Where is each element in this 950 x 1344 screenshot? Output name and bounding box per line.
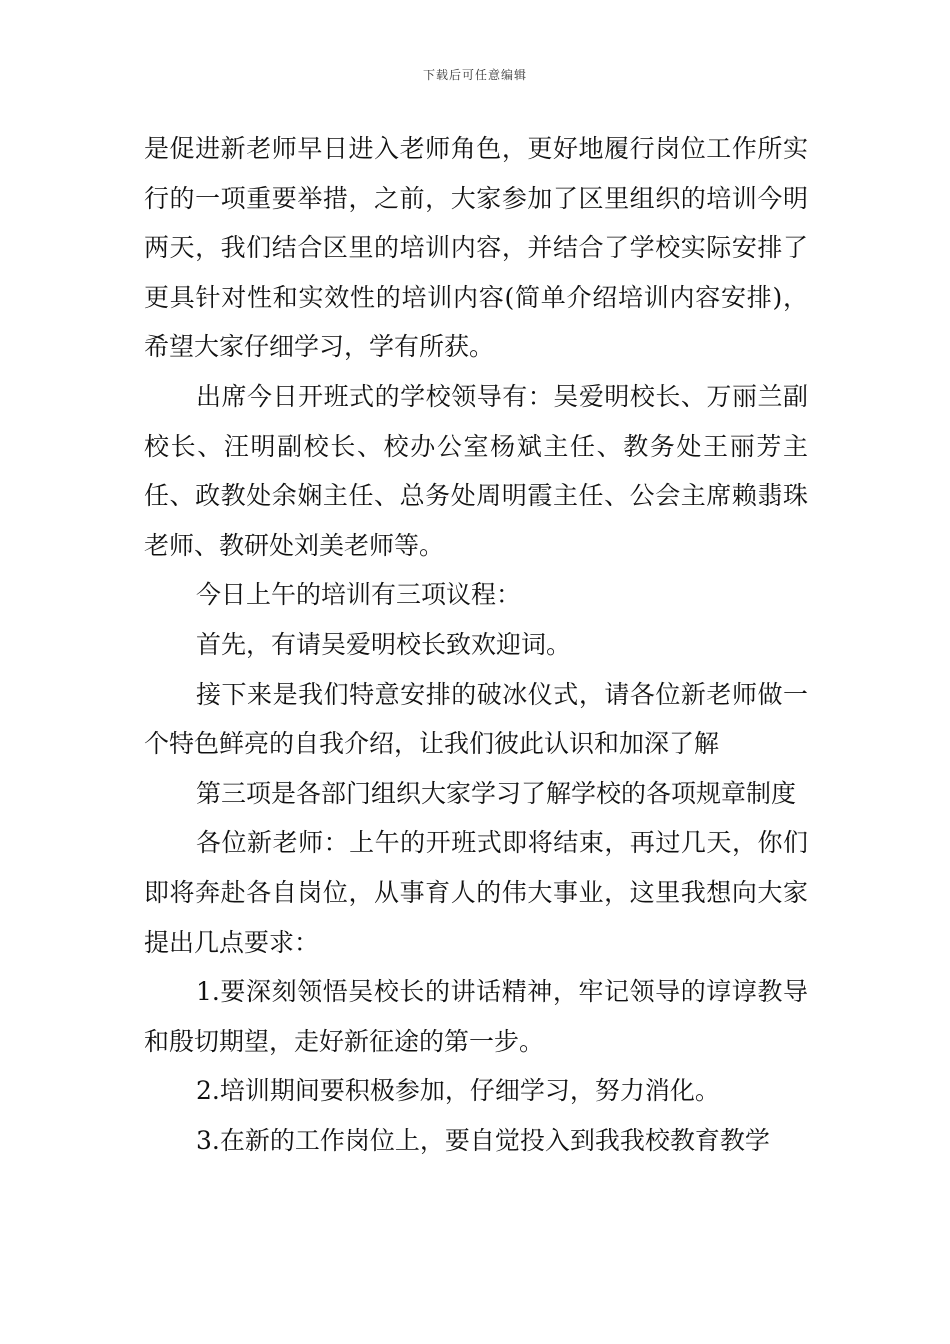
paragraph-agenda-item-2: 接下来是我们特意安排的破冰仪式，请各位新老师做一个特色鲜亮的自我介绍，让我们彼此认识和加深了解: [144, 679, 808, 759]
paragraph-attending-leaders: 出席今日开班式的学校领导有：吴爱明校长、万丽兰副校长、汪明副校长、校办公室杨斌主任、教务处王丽芳主任、政教处余娴主任、总务处周明霞主任、公会主席赖翡珠老师、教研处刘美老师等。: [144, 381, 808, 560]
paragraph-agenda-item-3: 第三项是各部门组织大家学习了解学校的各项规章制度: [196, 778, 797, 808]
paragraph-intro-continued: 是促进新老师早日进入老师角色，更好地履行岗位工作所实行的一项重要举措，之前，大家参加了区里组织的培训今明两天，我们结合区里的培训内容，并结合了学校实际安排了更具针对性和实效性的培训内容(简单介绍培训内容安排)，希望大家仔细学习，学有所获。: [144, 134, 808, 362]
paragraph-requirements-intro: 各位新老师：上午的开班式即将结束，再过几天，你们即将奔赴各自岗位，从事育人的伟大事业，这里我想向大家提出几点要求：: [144, 828, 808, 957]
paragraph-requirement-2: 2.培训期间要积极参加，仔细学习，努力消化。: [196, 1076, 720, 1106]
document-body: [144, 124, 808, 1165]
page-header-note: 下载后可任意编辑: [422, 68, 527, 82]
paragraph-agenda-intro: 今日上午的培训有三项议程：: [196, 580, 522, 610]
paragraph-requirement-3: 3.在新的工作岗位上，要自觉投入到我我校教育教学: [196, 1125, 770, 1155]
paragraph-agenda-item-1: 首先，有请吴爱明校长致欢迎词。: [196, 629, 572, 659]
paragraph-requirement-1: 1.要深刻领悟吴校长的讲话精神，牢记领导的谆谆教导和殷切期望，走好新征途的第一步。: [144, 977, 808, 1056]
